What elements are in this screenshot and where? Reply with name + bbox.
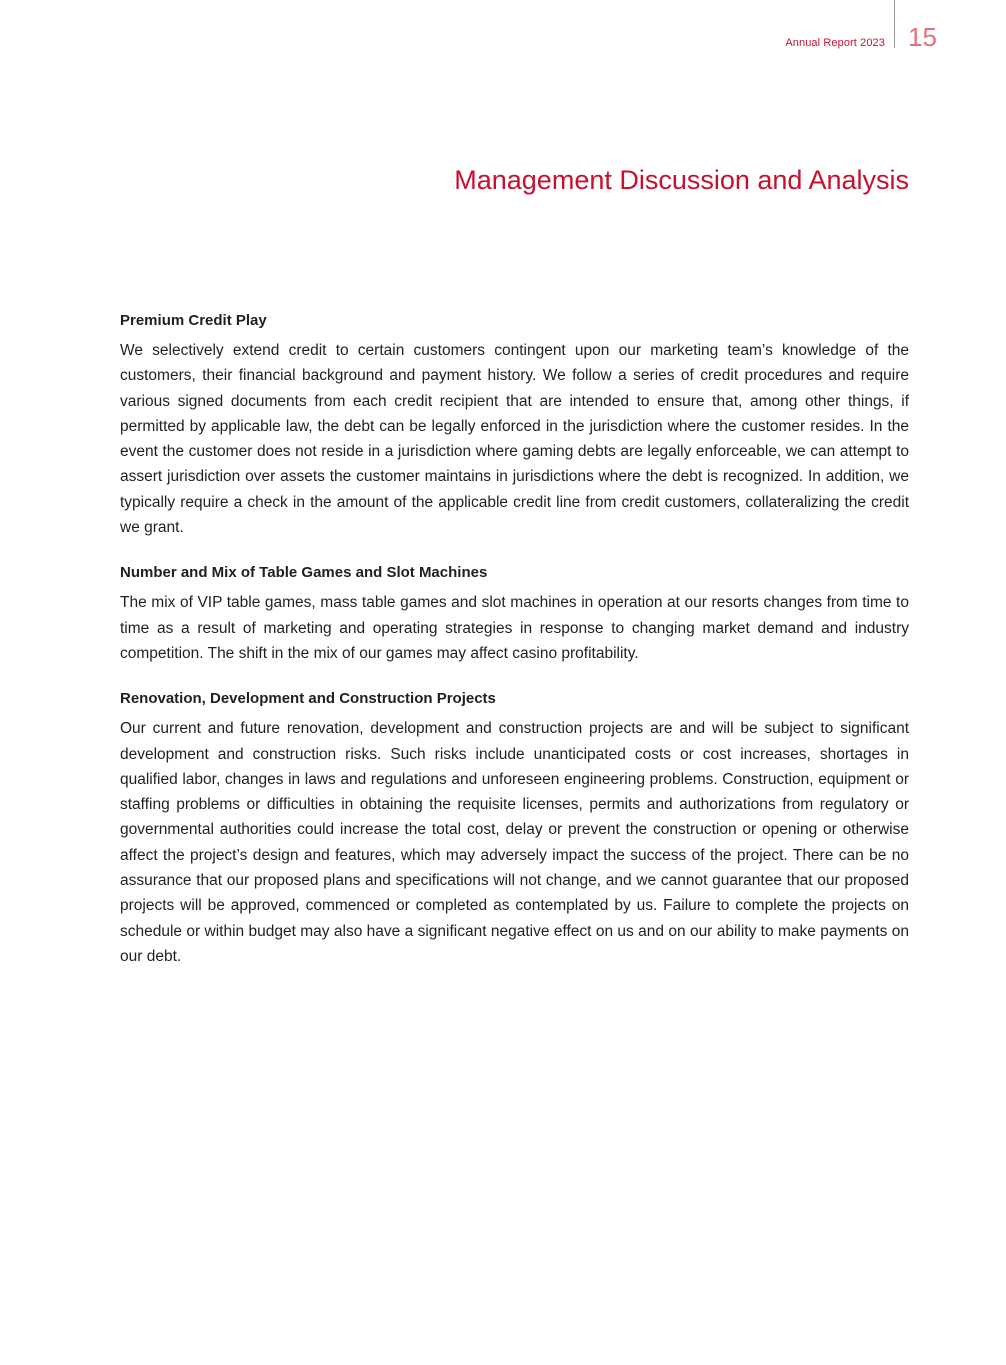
section-construction-projects <box>120 688 909 969</box>
section-body: Our current and future renovation, development and construction projects are and will be subject to significant development and construction risks. Such risks include unanticipated costs or cost increases, shortages in qualified labor, changes in laws and regulations and unforeseen engineering problems. Construction, equipment or staffing problems or difficulties in obtaining the requisite licenses, permits and authorizations from regulatory or governmental authorities could increase the total cost, delay or prevent the construction or opening or otherwise affect the project’s design and features, which may adversely impact the success of the project. There can be no assurance that our proposed plans and specifications will not change, and we cannot guarantee that our proposed projects will be approved, commenced or completed as contemplated by us. Failure to complete the projects on schedule or within budget may also have a significant negative effect on us and on our ability to make payments on our debt. <box>120 720 909 965</box>
report-label: Annual Report 2023 <box>785 37 885 49</box>
page-title: Management Discussion and Analysis <box>454 165 909 195</box>
header-divider <box>894 0 895 48</box>
section-heading: Number and Mix of Table Games and Slot Machines <box>120 564 488 582</box>
section-heading: Premium Credit Play <box>120 312 267 329</box>
section-premium-credit-play <box>120 310 909 540</box>
section-body: We selectively extend credit to certain customers contingent upon our marketing team’s knowledge of the customers, their financial background and payment history. We follow a series of credit procedures and require various signed documents from each credit recipient that are intended to ensure that, among other things, if permitted by applicable law, the debt can be legally enforced in the jurisdiction where the customer resides. In the event the customer does not reside in a jurisdiction where gaming debts are legally enforceable, we can attempt to assert jurisdiction over assets the customer maintains in jurisdictions where the debt is recognized. In addition, we typically require a check in the amount of the applicable credit line from credit customers, collateralizing the credit we grant. <box>120 342 909 537</box>
section-table-games-slot-machines <box>120 562 909 666</box>
main-content <box>120 310 909 991</box>
section-heading: Renovation, Development and Construction Projects <box>120 690 496 708</box>
section-body: The mix of VIP table games, mass table games and slot machines in operation at our resorts changes from time to time as a result of marketing and operating strategies in response to changing market demand and industry competition. The shift in the mix of our games may affect casino profitability. <box>120 594 909 662</box>
page-number: 15 <box>908 22 937 52</box>
